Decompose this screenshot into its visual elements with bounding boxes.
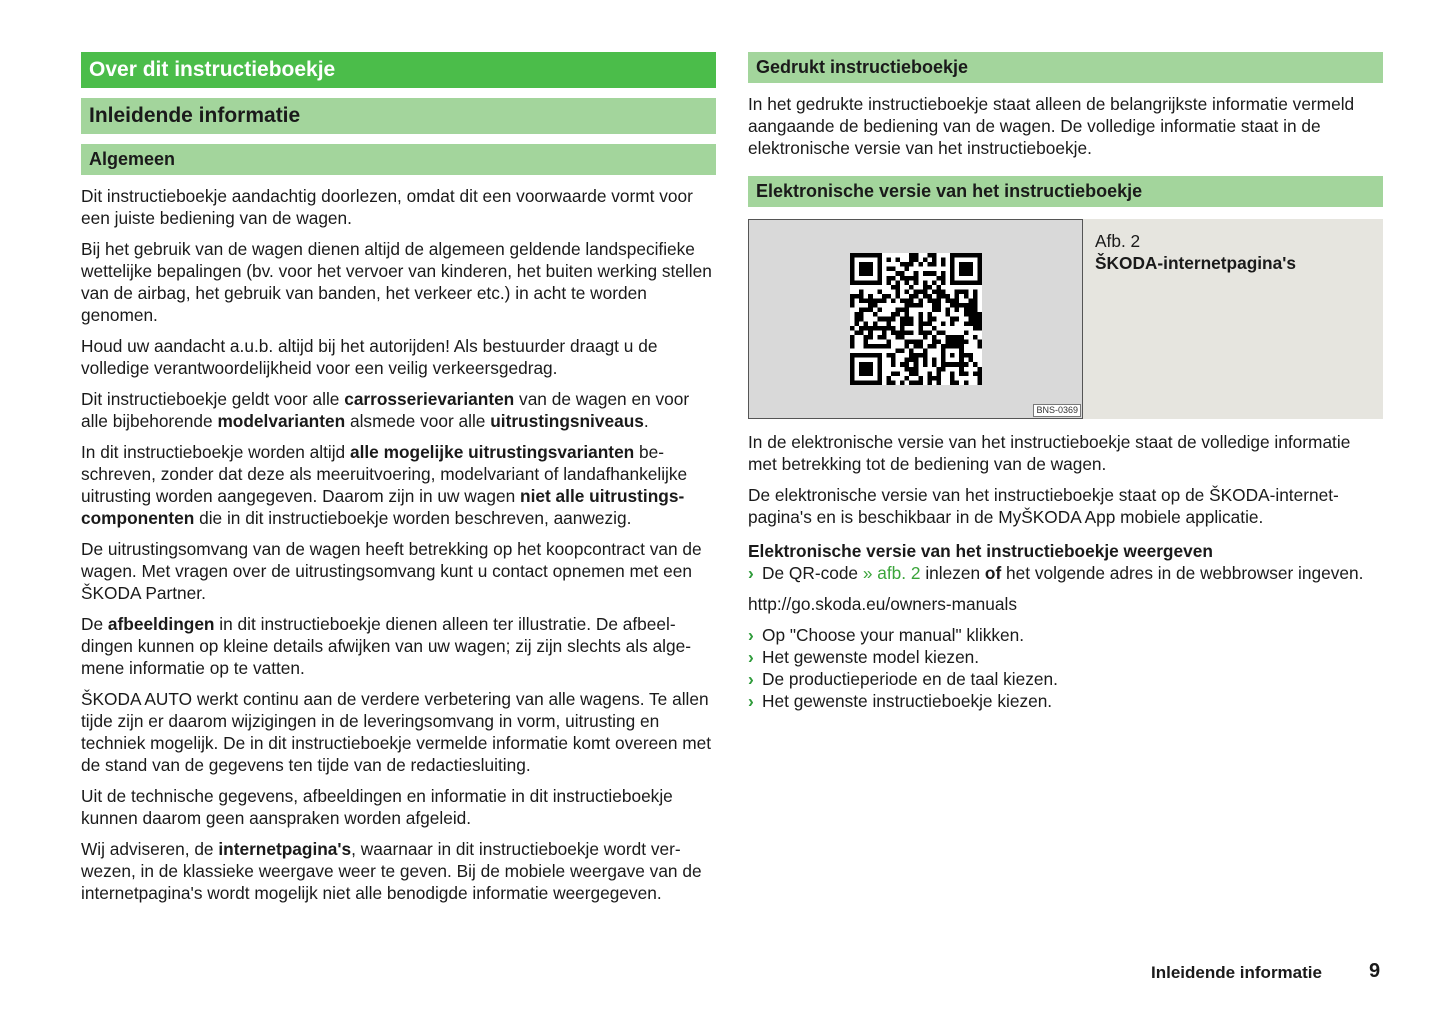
paragraph: ŠKODA AUTO werkt continu aan de verdere verbetering van alle wagens. Te allen tijde zijn er daarom wijzigingen in de leveringsomvang in vorm, uitrusting en techniek mogelijk. De in dit instructieboekje vermelde informatie komt overeen met de stand van de gegevens ten tijde van de redactiesluiting. [81, 689, 712, 775]
paragraph: De uitrustingsomvang van de wagen heeft betrekking op het koopcontract van de wagen. Met vragen over de uitrustingsomvang kunt u contact opnemen met een ŠKODA Partner. [81, 539, 702, 603]
right-column [748, 52, 1383, 712]
chevron-right-icon: › [748, 625, 754, 645]
manuals-url[interactable]: http://go.skoda.eu/owners-manuals [748, 594, 1017, 614]
figure-number: Afb. 2 [1095, 231, 1141, 251]
subsection-heading-general: Algemeen [81, 144, 716, 175]
electronic-text-2: De elektronische versie van het instructieboekje staat op de ŠKODA-internetpagina's en is beschikbaar in de MyŠKODA App mobiele applicatie. [748, 485, 1339, 527]
subsection-heading-electronic: Elektronische versie van het instructieboekje [748, 176, 1383, 207]
figure-link[interactable]: » afb. 2 [862, 563, 921, 583]
step-item: › Het gewenste model kiezen. [748, 647, 980, 667]
steps-list [748, 624, 1383, 712]
paragraph: Bij het gebruik van de wagen dienen altijd de algemeen geldende landspecifieke wettelijke bepalingen (bv. voor het vervoer van kinderen, het buiten werking stellen van de airbag, het gebruik van banden, het verkeer etc.) in acht te worden genomen. [81, 239, 712, 325]
section-heading: Inleidende informatie [81, 98, 716, 134]
figure-code: BNS-0369 [1033, 404, 1081, 417]
step-qr: › De QR-code » afb. 2 inlezen of het volgende adres in de webbrowser ingeven. [748, 563, 1364, 583]
left-column [81, 52, 716, 913]
paragraph: De afbeeldingen in dit instructieboekje dienen alleen ter illustratie. De afbeeldingen kunnen op kleine details afwijken van uw wagen; zij zijn slechts als algemene informatie op te vatten. [81, 614, 692, 678]
paragraph: In dit instructieboekje worden altijd alle mogelijke uitrustingsvarianten beschreven, zonder dat deze als meeruitvoering, modelvariant of landafhankelijke uitrusting worden aangegeven. Daarom zijn in uw wagen niet alle uitrustingscomponenten die in dit instructieboekje worden beschreven, aanwezig. [81, 442, 688, 528]
instruction-heading: Elektronische versie van het instructieboekje weergeven [748, 541, 1213, 561]
general-text [81, 185, 716, 904]
chevron-right-icon: › [748, 669, 754, 689]
chevron-right-icon: › [748, 691, 754, 711]
chevron-right-icon: › [748, 563, 754, 583]
page-number: 9 [1369, 960, 1381, 982]
step-item: › De productieperiode en de taal kiezen. [748, 669, 1058, 689]
chevron-right-icon: › [748, 647, 754, 667]
chapter-heading: Over dit instructieboekje [81, 52, 716, 88]
printed-manual-text: In het gedrukte instructieboekje staat alleen de belangrijkste informatie vermeld aangaande de bediening van de wagen. De volledige informatie staat in de elektronische versie van het instructieboekje. [748, 94, 1355, 158]
figure-title: ŠKODA-internetpagina's [1095, 253, 1296, 273]
step-item: › Het gewenste instructieboekje kiezen. [748, 691, 1053, 711]
step-item: › Op "Choose your manual" klikken. [748, 625, 1025, 645]
qr-code-icon[interactable] [850, 253, 982, 385]
figure-image [748, 219, 1083, 419]
electronic-text-1: In de elektronische versie van het instructieboekje staat de volledige informatie met betrekking tot de bediening van de wagen. [748, 432, 1351, 474]
paragraph: Dit instructieboekje aandachtig doorlezen, omdat dit een voorwaarde vormt voor een juiste bediening van de wagen. [81, 186, 693, 228]
paragraph: Uit de technische gegevens, afbeeldingen en informatie in dit instructieboekje kunnen daarom geen aanspraken worden afgeleid. [81, 786, 673, 828]
figure-qr [748, 219, 1383, 419]
paragraph: Dit instructieboekje geldt voor alle carrosserievarianten van de wagen en voor alle bijbehorende modelvarianten alsmede voor alle uitrustingsniveaus. [81, 389, 690, 431]
paragraph: Houd uw aandacht a.u.b. altijd bij het autorijden! Als bestuurder draagt u de volledige verantwoordelijkheid voor een veilig verkeersgedrag. [81, 336, 658, 378]
figure-caption [1083, 219, 1308, 419]
subsection-heading-printed: Gedrukt instructieboekje [748, 52, 1383, 83]
paragraph: Wij adviseren, de internetpagina's, waarnaar in dit instructieboekje wordt verwezen, in de klassieke weergave weer te geven. Bij de mobiele weergave van de internetpagina's wordt mogelijk niet alle benodigde informatie weergegeven. [81, 839, 702, 903]
footer-section-title: Inleidende informatie [1151, 963, 1322, 982]
